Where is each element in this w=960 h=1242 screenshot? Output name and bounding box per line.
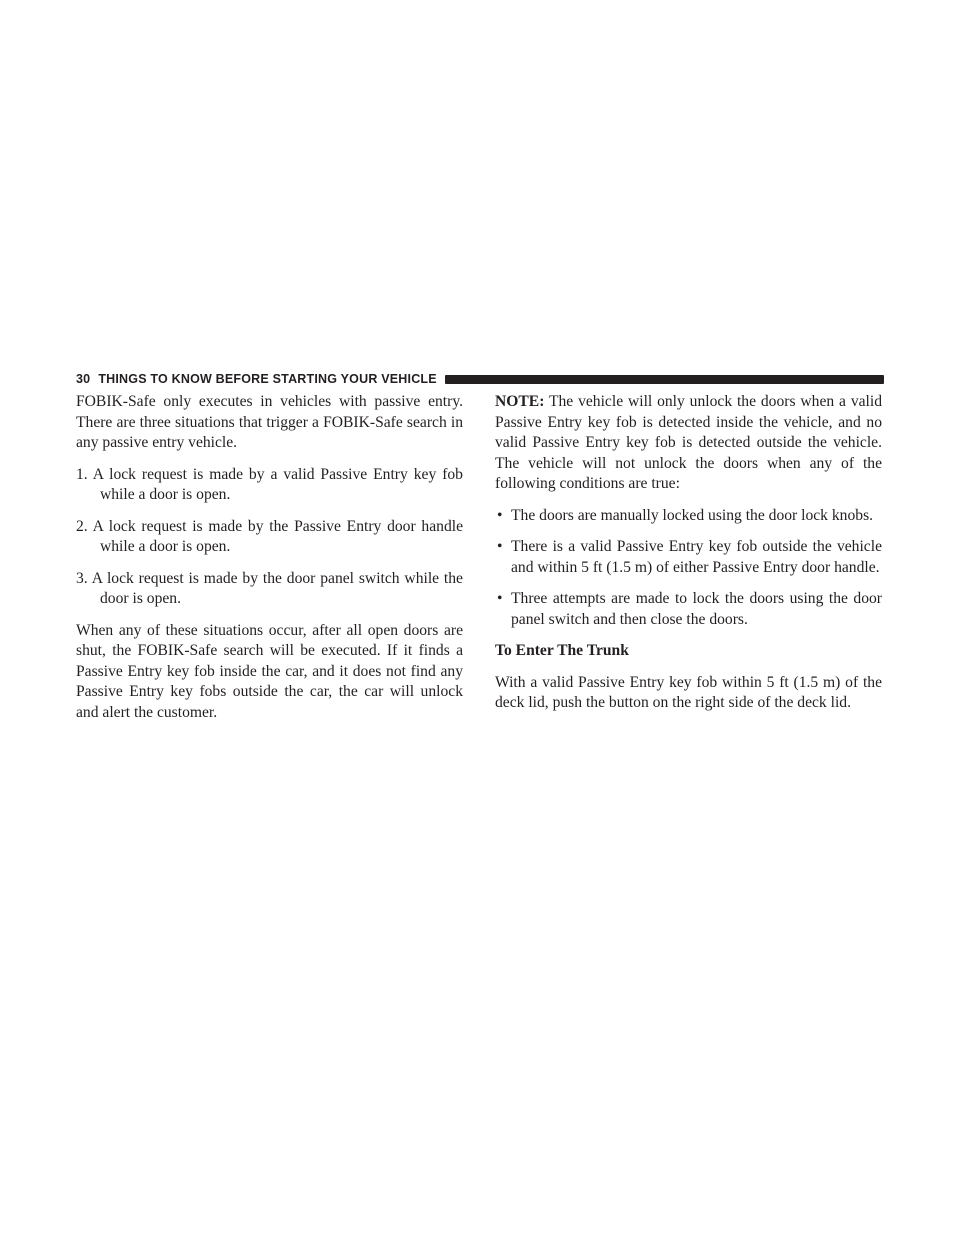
bullet-text: Three attempts are made to lock the doors using the door panel switch and then close the doors.	[511, 590, 882, 628]
bullet-icon: •	[497, 506, 503, 524]
left-column	[76, 392, 463, 734]
bullet-item-3	[495, 589, 882, 630]
bullet-icon: •	[497, 538, 503, 555]
item-text: A lock request is made by a valid Passive Entry key fob while a door is open.	[92, 465, 463, 503]
item-number: 1.	[76, 465, 88, 483]
item-number: 3.	[76, 569, 88, 587]
item-number: 2.	[76, 517, 88, 535]
bullet-item-2	[495, 537, 882, 578]
note-paragraph	[495, 392, 882, 495]
trunk-paragraph: With a valid Passive Entry key fob within 5 ft (1.5 m) of the deck lid, push the button on the right side of the deck lid.	[495, 673, 882, 711]
numbered-item-1	[76, 465, 463, 506]
closing-paragraph: When any of these situations occur, after all open doors are shut, the FOBIK-Safe search will be executed. If it finds a Passive Entry key fob inside the car, and it does not find any Passive Entry key fobs outside the car, the car will unlock and alert the customer.	[76, 621, 463, 721]
bullet-text: The doors are manually locked using the door lock knobs.	[511, 506, 874, 524]
note-label: NOTE:	[495, 393, 545, 410]
intro-paragraph: FOBIK-Safe only executes in vehicles with passive entry. There are three situations that trigger a FOBIK-Safe search in any passive entry vehicle.	[76, 393, 463, 451]
right-column	[495, 392, 882, 725]
bullet-text: There is a valid Passive Entry key fob outside the vehicle and within 5 ft (1.5 m) of either Passive Entry door handle.	[511, 538, 882, 576]
numbered-item-2	[76, 517, 463, 558]
header-rule	[445, 375, 884, 384]
bullet-item-1	[495, 506, 882, 527]
section-title: THINGS TO KNOW BEFORE STARTING YOUR VEHICLE	[98, 372, 437, 386]
item-text: A lock request is made by the Passive Entry door handle while a door is open.	[92, 517, 463, 555]
numbered-item-3	[76, 569, 463, 610]
note-text: The vehicle will only unlock the doors when a valid Passive Entry key fob is detected inside the vehicle, and no valid Passive Entry key fob is detected outside the vehicle. The vehicle will not unlock the doors when any of the following conditions are true:	[495, 393, 883, 492]
item-text: A lock request is made by the door panel switch while the door is open.	[91, 569, 463, 607]
page-header	[76, 371, 884, 387]
page-number: 30	[76, 372, 91, 386]
bullet-icon: •	[497, 590, 503, 607]
trunk-subheading: To Enter The Trunk	[495, 642, 629, 659]
